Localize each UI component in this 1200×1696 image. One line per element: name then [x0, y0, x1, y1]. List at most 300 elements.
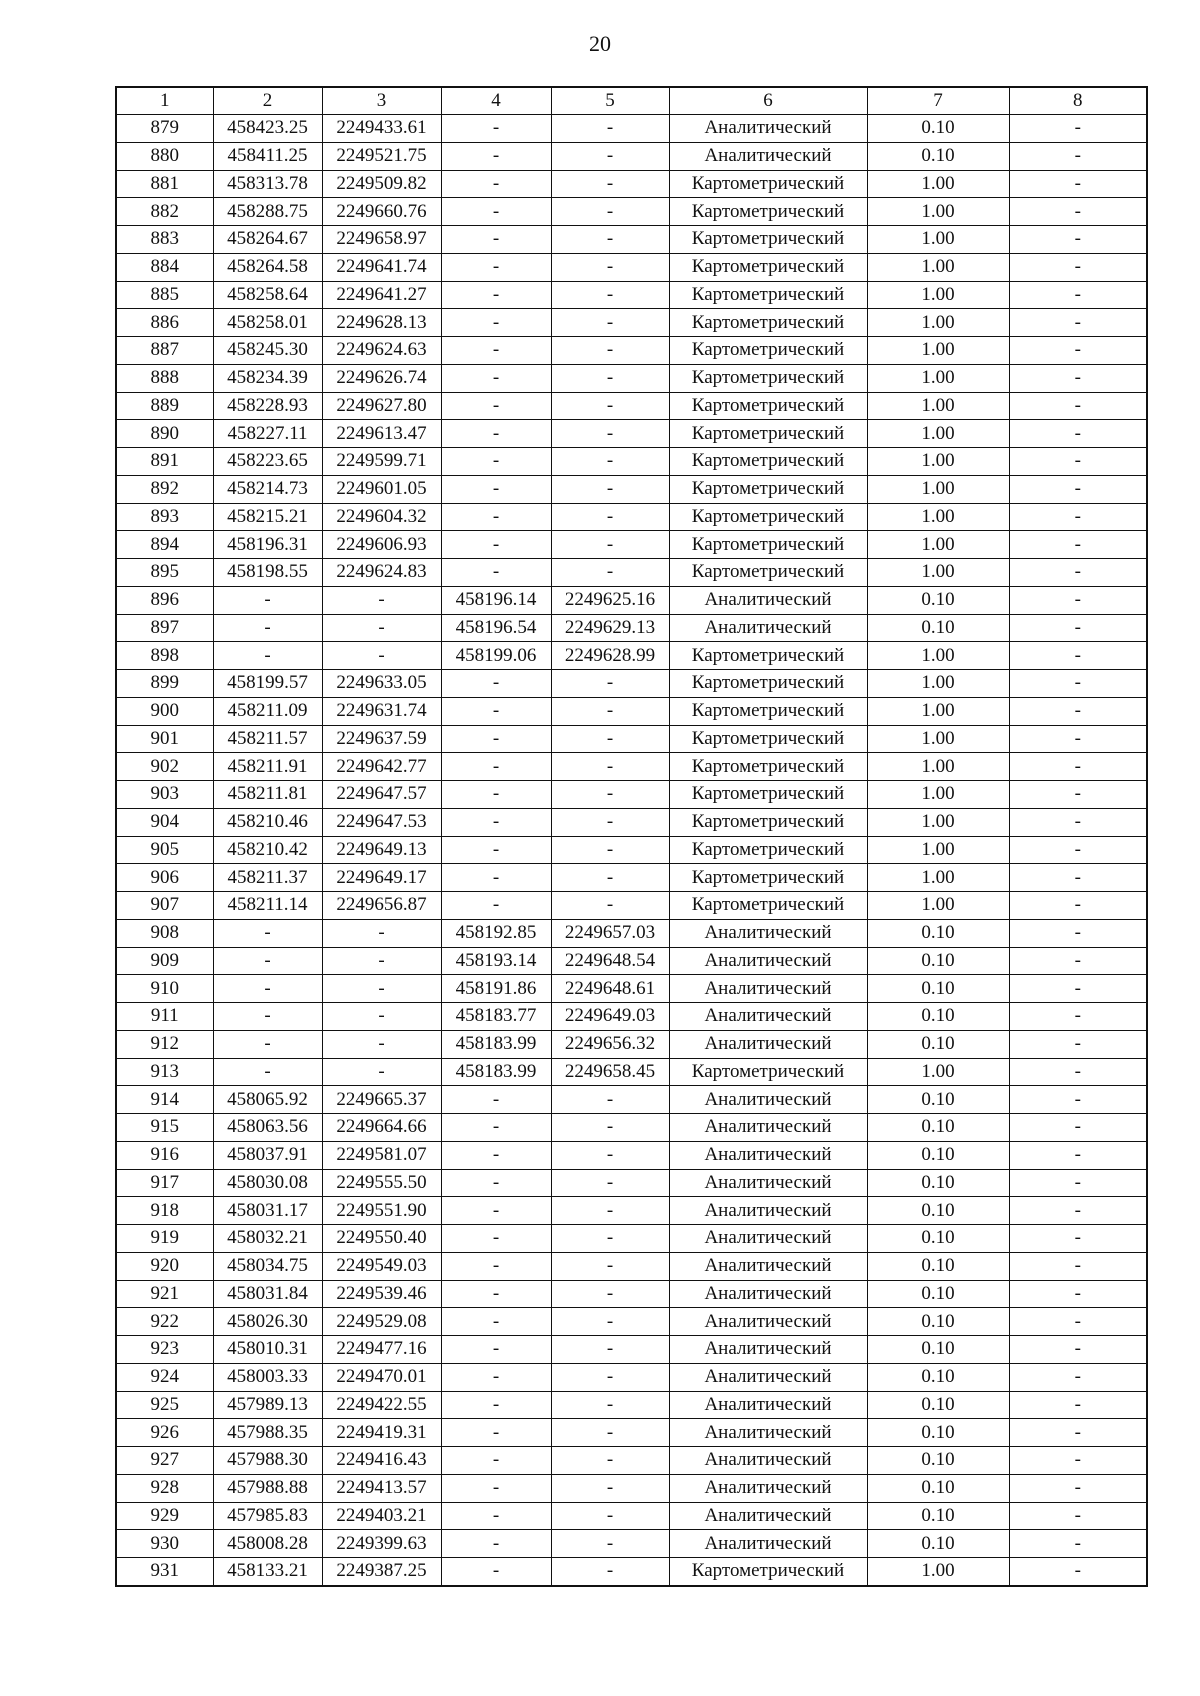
table-row	[116, 170, 1147, 198]
table-cell-col-5: -	[551, 364, 669, 392]
table-cell-col-6: Картометрический	[669, 475, 867, 503]
table-cell-col-4: -	[441, 1169, 551, 1197]
table-cell-col-2: 458223.65	[213, 448, 322, 476]
table-cell-col-7: 1.00	[867, 281, 1009, 309]
table-cell-col-2: 458211.09	[213, 697, 322, 725]
table-cell-col-3: 2249419.31	[322, 1419, 441, 1447]
table-cell-col-3: 2249664.66	[322, 1114, 441, 1142]
table-cell-col-8: -	[1009, 808, 1147, 836]
table-cell-col-6: Аналитический	[669, 1530, 867, 1558]
table-cell-col-5: -	[551, 1530, 669, 1558]
table-cell-col-7: 1.00	[867, 1058, 1009, 1086]
table-cell-col-5: -	[551, 1114, 669, 1142]
table-cell-col-7: 1.00	[867, 781, 1009, 809]
table-cell-col-3: -	[322, 1003, 441, 1031]
table-cell-col-4: -	[441, 253, 551, 281]
table-cell-col-4: -	[441, 697, 551, 725]
table-cell-col-2: -	[213, 1058, 322, 1086]
table-cell-col-3: 2249539.46	[322, 1280, 441, 1308]
table-cell-col-4: 458193.14	[441, 947, 551, 975]
table-cell-col-6: Аналитический	[669, 1336, 867, 1364]
table-cell-col-8: -	[1009, 1003, 1147, 1031]
table-cell-col-2: 458198.55	[213, 559, 322, 587]
table-cell-col-7: 0.10	[867, 1502, 1009, 1530]
table-cell-col-1: 889	[116, 392, 213, 420]
table-cell-col-1: 885	[116, 281, 213, 309]
table-cell-col-7: 0.10	[867, 1336, 1009, 1364]
table-cell-col-6: Аналитический	[669, 1474, 867, 1502]
table-cell-col-7: 0.10	[867, 1391, 1009, 1419]
column-header-6: 6	[669, 87, 867, 115]
table-cell-col-8: -	[1009, 1447, 1147, 1475]
table-cell-col-4: -	[441, 1447, 551, 1475]
table-cell-col-1: 930	[116, 1530, 213, 1558]
table-cell-col-5: -	[551, 1169, 669, 1197]
table-cell-col-8: -	[1009, 1280, 1147, 1308]
table-cell-col-3: 2249550.40	[322, 1225, 441, 1253]
table-cell-col-7: 0.10	[867, 1197, 1009, 1225]
table-cell-col-3: -	[322, 975, 441, 1003]
table-cell-col-7: 1.00	[867, 892, 1009, 920]
table-cell-col-6: Аналитический	[669, 1086, 867, 1114]
table-cell-col-5: -	[551, 392, 669, 420]
column-header-3: 3	[322, 87, 441, 115]
table-cell-col-2: 458411.25	[213, 142, 322, 170]
table-cell-col-2: 457985.83	[213, 1502, 322, 1530]
table-cell-col-4: -	[441, 1086, 551, 1114]
table-cell-col-4: 458183.99	[441, 1030, 551, 1058]
table-cell-col-8: -	[1009, 1086, 1147, 1114]
table-cell-col-5: -	[551, 753, 669, 781]
table-cell-col-5: -	[551, 142, 669, 170]
table-cell-col-3: 2249633.05	[322, 670, 441, 698]
table-cell-col-1: 911	[116, 1003, 213, 1031]
table-cell-col-8: -	[1009, 1530, 1147, 1558]
table-cell-col-7: 1.00	[867, 364, 1009, 392]
table-cell-col-7: 0.10	[867, 115, 1009, 143]
table-cell-col-2: -	[213, 642, 322, 670]
table-row	[116, 697, 1147, 725]
table-cell-col-7: 1.00	[867, 448, 1009, 476]
table-cell-col-7: 0.10	[867, 1169, 1009, 1197]
table-cell-col-8: -	[1009, 725, 1147, 753]
table-row	[116, 1474, 1147, 1502]
table-cell-col-8: -	[1009, 448, 1147, 476]
table-cell-col-8: -	[1009, 586, 1147, 614]
table-cell-col-3: -	[322, 586, 441, 614]
table-row	[116, 586, 1147, 614]
table-cell-col-1: 886	[116, 309, 213, 337]
table-cell-col-8: -	[1009, 142, 1147, 170]
page-number: 20	[589, 31, 611, 56]
table-cell-col-4: -	[441, 364, 551, 392]
table-cell-col-7: 0.10	[867, 1308, 1009, 1336]
table-cell-col-2: 458133.21	[213, 1558, 322, 1586]
table-cell-col-2: -	[213, 1003, 322, 1031]
table-cell-col-6: Картометрический	[669, 559, 867, 587]
table-cell-col-5: -	[551, 475, 669, 503]
table-cell-col-4: 458183.99	[441, 1058, 551, 1086]
table-cell-col-6: Картометрический	[669, 1558, 867, 1586]
table-cell-col-1: 903	[116, 781, 213, 809]
table-cell-col-4: -	[441, 1308, 551, 1336]
table-cell-col-3: -	[322, 642, 441, 670]
table-cell-col-5: -	[551, 531, 669, 559]
table-cell-col-6: Аналитический	[669, 1419, 867, 1447]
table-cell-col-1: 901	[116, 725, 213, 753]
table-cell-col-6: Картометрический	[669, 337, 867, 365]
table-cell-col-1: 905	[116, 836, 213, 864]
table-row	[116, 1363, 1147, 1391]
table-cell-col-5: -	[551, 1336, 669, 1364]
table-cell-col-5: -	[551, 170, 669, 198]
table-cell-col-2: 458423.25	[213, 115, 322, 143]
table-cell-col-1: 896	[116, 586, 213, 614]
table-row	[116, 281, 1147, 309]
table-cell-col-1: 913	[116, 1058, 213, 1086]
table-row	[116, 1197, 1147, 1225]
table-cell-col-7: 1.00	[867, 420, 1009, 448]
table-cell-col-6: Аналитический	[669, 1197, 867, 1225]
table-cell-col-8: -	[1009, 892, 1147, 920]
table-cell-col-2: 458010.31	[213, 1336, 322, 1364]
table-cell-col-1: 882	[116, 198, 213, 226]
table-cell-col-4: -	[441, 448, 551, 476]
table-cell-col-1: 894	[116, 531, 213, 559]
table-cell-col-4: -	[441, 337, 551, 365]
table-row	[116, 1252, 1147, 1280]
table-cell-col-3: 2249606.93	[322, 531, 441, 559]
table-row	[116, 1086, 1147, 1114]
table-cell-col-4: -	[441, 1252, 551, 1280]
table-row	[116, 1447, 1147, 1475]
column-header-1: 1	[116, 87, 213, 115]
table-cell-col-5: 2249656.32	[551, 1030, 669, 1058]
table-cell-col-2: 458008.28	[213, 1530, 322, 1558]
table-cell-col-3: 2249477.16	[322, 1336, 441, 1364]
table-cell-col-4: -	[441, 753, 551, 781]
table-cell-col-4: -	[441, 503, 551, 531]
table-cell-col-2: 458211.14	[213, 892, 322, 920]
table-cell-col-2: 457988.30	[213, 1447, 322, 1475]
table-cell-col-1: 919	[116, 1225, 213, 1253]
table-cell-col-1: 918	[116, 1197, 213, 1225]
table-cell-col-1: 922	[116, 1308, 213, 1336]
table-cell-col-6: Картометрический	[669, 781, 867, 809]
table-cell-col-1: 900	[116, 697, 213, 725]
table-cell-col-8: -	[1009, 475, 1147, 503]
table-cell-col-5: -	[551, 115, 669, 143]
table-cell-col-3: -	[322, 947, 441, 975]
table-cell-col-4: 458191.86	[441, 975, 551, 1003]
table-cell-col-4: -	[441, 1391, 551, 1419]
table-cell-col-7: 1.00	[867, 697, 1009, 725]
table-cell-col-8: -	[1009, 836, 1147, 864]
table-cell-col-1: 912	[116, 1030, 213, 1058]
column-header-5: 5	[551, 87, 669, 115]
table-row	[116, 836, 1147, 864]
table-row	[116, 753, 1147, 781]
table-row	[116, 725, 1147, 753]
table-cell-col-6: Аналитический	[669, 1030, 867, 1058]
table-cell-col-3: 2249601.05	[322, 475, 441, 503]
table-cell-col-1: 915	[116, 1114, 213, 1142]
table-row	[116, 1391, 1147, 1419]
table-cell-col-3: 2249470.01	[322, 1363, 441, 1391]
table-cell-col-5: -	[551, 1252, 669, 1280]
table-cell-col-5: -	[551, 836, 669, 864]
table-cell-col-6: Картометрический	[669, 309, 867, 337]
table-cell-col-5: -	[551, 1502, 669, 1530]
table-cell-col-7: 1.00	[867, 808, 1009, 836]
table-cell-col-2: -	[213, 975, 322, 1003]
table-cell-col-8: -	[1009, 753, 1147, 781]
table-cell-col-8: -	[1009, 697, 1147, 725]
table-cell-col-6: Аналитический	[669, 1280, 867, 1308]
table-cell-col-2: 458031.84	[213, 1280, 322, 1308]
table-cell-col-1: 890	[116, 420, 213, 448]
table-cell-col-2: 458288.75	[213, 198, 322, 226]
table-cell-col-4: -	[441, 1363, 551, 1391]
table-cell-col-7: 0.10	[867, 1447, 1009, 1475]
table-cell-col-5: -	[551, 781, 669, 809]
table-cell-col-5: 2249628.99	[551, 642, 669, 670]
table-cell-col-8: -	[1009, 1474, 1147, 1502]
table-cell-col-5: 2249625.16	[551, 586, 669, 614]
table-cell-col-3: 2249399.63	[322, 1530, 441, 1558]
table-row	[116, 142, 1147, 170]
table-cell-col-6: Аналитический	[669, 1169, 867, 1197]
table-cell-col-5: -	[551, 1447, 669, 1475]
table-cell-col-7: 1.00	[867, 392, 1009, 420]
table-cell-col-4: -	[441, 725, 551, 753]
table-row	[116, 642, 1147, 670]
table-cell-col-1: 927	[116, 1447, 213, 1475]
table-cell-col-2: 458037.91	[213, 1141, 322, 1169]
table-cell-col-2: 458032.21	[213, 1225, 322, 1253]
table-row	[116, 1419, 1147, 1447]
table-cell-col-7: 0.10	[867, 975, 1009, 1003]
table-cell-col-6: Аналитический	[669, 1003, 867, 1031]
table-cell-col-1: 924	[116, 1363, 213, 1391]
table-cell-col-2: 458210.42	[213, 836, 322, 864]
table-cell-col-3: 2249624.63	[322, 337, 441, 365]
table-cell-col-1: 895	[116, 559, 213, 587]
table-cell-col-4: 458183.77	[441, 1003, 551, 1031]
table-cell-col-8: -	[1009, 781, 1147, 809]
table-row	[116, 1280, 1147, 1308]
table-cell-col-6: Аналитический	[669, 1363, 867, 1391]
table-cell-col-8: -	[1009, 531, 1147, 559]
table-cell-col-2: 458034.75	[213, 1252, 322, 1280]
table-cell-col-5: -	[551, 253, 669, 281]
table-cell-col-8: -	[1009, 670, 1147, 698]
table-row	[116, 892, 1147, 920]
table-cell-col-1: 926	[116, 1419, 213, 1447]
table-cell-col-4: 458196.54	[441, 614, 551, 642]
table-cell-col-3: 2249658.97	[322, 226, 441, 254]
table-cell-col-6: Картометрический	[669, 892, 867, 920]
table-row	[116, 253, 1147, 281]
table-cell-col-7: 0.10	[867, 1530, 1009, 1558]
table-cell-col-1: 923	[116, 1336, 213, 1364]
coordinates-table	[115, 86, 1148, 1587]
table-row	[116, 1336, 1147, 1364]
table-cell-col-8: -	[1009, 1030, 1147, 1058]
table-cell-col-5: 2249648.61	[551, 975, 669, 1003]
table-cell-col-6: Аналитический	[669, 1141, 867, 1169]
table-cell-col-2: 458210.46	[213, 808, 322, 836]
table-cell-col-7: 0.10	[867, 142, 1009, 170]
table-cell-col-7: 0.10	[867, 1419, 1009, 1447]
table-cell-col-7: 0.10	[867, 1141, 1009, 1169]
table-row	[116, 670, 1147, 698]
table-cell-col-8: -	[1009, 115, 1147, 143]
table-cell-col-6: Картометрический	[669, 753, 867, 781]
table-cell-col-7: 0.10	[867, 1363, 1009, 1391]
table-cell-col-1: 902	[116, 753, 213, 781]
table-row	[116, 198, 1147, 226]
table-cell-col-4: -	[441, 226, 551, 254]
table-cell-col-1: 888	[116, 364, 213, 392]
table-cell-col-3: 2249647.53	[322, 808, 441, 836]
table-row	[116, 947, 1147, 975]
column-header-7: 7	[867, 87, 1009, 115]
table-cell-col-5: -	[551, 864, 669, 892]
table-cell-col-1: 892	[116, 475, 213, 503]
table-cell-col-7: 1.00	[867, 503, 1009, 531]
table-cell-col-6: Аналитический	[669, 975, 867, 1003]
table-cell-col-4: -	[441, 309, 551, 337]
table-cell-col-3: -	[322, 919, 441, 947]
table-cell-col-2: 458264.67	[213, 226, 322, 254]
table-cell-col-5: -	[551, 198, 669, 226]
table-cell-col-4: -	[441, 892, 551, 920]
table-cell-col-6: Аналитический	[669, 1502, 867, 1530]
table-row	[116, 1502, 1147, 1530]
table-cell-col-6: Картометрический	[669, 531, 867, 559]
table-cell-col-5: -	[551, 1308, 669, 1336]
table-cell-col-2: 458031.17	[213, 1197, 322, 1225]
table-cell-col-7: 1.00	[867, 198, 1009, 226]
table-cell-col-7: 1.00	[867, 1558, 1009, 1586]
table-cell-col-8: -	[1009, 253, 1147, 281]
table-cell-col-7: 0.10	[867, 1030, 1009, 1058]
table-cell-col-8: -	[1009, 1558, 1147, 1586]
table-cell-col-8: -	[1009, 337, 1147, 365]
table-cell-col-3: 2249637.59	[322, 725, 441, 753]
table-cell-col-1: 910	[116, 975, 213, 1003]
table-row	[116, 1003, 1147, 1031]
table-cell-col-8: -	[1009, 975, 1147, 1003]
table-cell-col-4: -	[441, 115, 551, 143]
table-row	[116, 115, 1147, 143]
table-cell-col-4: -	[441, 864, 551, 892]
table-cell-col-7: 1.00	[867, 475, 1009, 503]
table-cell-col-5: -	[551, 1141, 669, 1169]
table-row	[116, 337, 1147, 365]
table-cell-col-3: 2249626.74	[322, 364, 441, 392]
table-row	[116, 309, 1147, 337]
table-cell-col-4: 458196.14	[441, 586, 551, 614]
table-cell-col-6: Картометрический	[669, 392, 867, 420]
table-cell-col-1: 917	[116, 1169, 213, 1197]
table-cell-col-2: 458211.37	[213, 864, 322, 892]
table-cell-col-3: 2249656.87	[322, 892, 441, 920]
table-cell-col-1: 899	[116, 670, 213, 698]
table-cell-col-4: 458192.85	[441, 919, 551, 947]
table-cell-col-8: -	[1009, 503, 1147, 531]
table-cell-col-7: 0.10	[867, 586, 1009, 614]
table-row	[116, 614, 1147, 642]
table-cell-col-3: 2249628.13	[322, 309, 441, 337]
table-cell-col-2: -	[213, 614, 322, 642]
table-row	[116, 226, 1147, 254]
table-cell-col-1: 916	[116, 1141, 213, 1169]
table-cell-col-4: -	[441, 836, 551, 864]
table-cell-col-2: 457988.88	[213, 1474, 322, 1502]
column-header-8: 8	[1009, 87, 1147, 115]
table-cell-col-3: 2249631.74	[322, 697, 441, 725]
table-cell-col-8: -	[1009, 1502, 1147, 1530]
table-cell-col-8: -	[1009, 1419, 1147, 1447]
table-row	[116, 1169, 1147, 1197]
table-cell-col-4: -	[441, 1280, 551, 1308]
table-cell-col-5: -	[551, 1474, 669, 1502]
table-cell-col-8: -	[1009, 1114, 1147, 1142]
table-cell-col-2: 458245.30	[213, 337, 322, 365]
table-cell-col-8: -	[1009, 614, 1147, 642]
table-cell-col-2: 458065.92	[213, 1086, 322, 1114]
table-cell-col-1: 893	[116, 503, 213, 531]
table-cell-col-3: 2249642.77	[322, 753, 441, 781]
table-cell-col-3: 2249433.61	[322, 115, 441, 143]
table-cell-col-6: Картометрический	[669, 420, 867, 448]
table-cell-col-5: -	[551, 281, 669, 309]
table-cell-col-4: -	[441, 1419, 551, 1447]
table-cell-col-3: 2249665.37	[322, 1086, 441, 1114]
table-cell-col-4: -	[441, 420, 551, 448]
table-cell-col-3: 2249416.43	[322, 1447, 441, 1475]
table-cell-col-3: 2249387.25	[322, 1558, 441, 1586]
table-cell-col-1: 880	[116, 142, 213, 170]
table-row	[116, 1141, 1147, 1169]
table-cell-col-3: 2249599.71	[322, 448, 441, 476]
table-cell-col-1: 897	[116, 614, 213, 642]
table-cell-col-8: -	[1009, 1197, 1147, 1225]
table-cell-col-8: -	[1009, 198, 1147, 226]
table-header-row	[116, 87, 1147, 115]
table-cell-col-6: Картометрический	[669, 198, 867, 226]
table-cell-col-2: 458234.39	[213, 364, 322, 392]
table-cell-col-7: 1.00	[867, 309, 1009, 337]
table-cell-col-7: 0.10	[867, 919, 1009, 947]
table-cell-col-1: 883	[116, 226, 213, 254]
table-row	[116, 475, 1147, 503]
table-cell-col-2: 457989.13	[213, 1391, 322, 1419]
table-cell-col-7: 0.10	[867, 1280, 1009, 1308]
table-cell-col-7: 1.00	[867, 670, 1009, 698]
table-row	[116, 1225, 1147, 1253]
table-cell-col-2: 458211.91	[213, 753, 322, 781]
table-cell-col-3: 2249521.75	[322, 142, 441, 170]
table-cell-col-5: -	[551, 1197, 669, 1225]
table-cell-col-5: -	[551, 1363, 669, 1391]
table-cell-col-4: -	[441, 1114, 551, 1142]
table-cell-col-6: Картометрический	[669, 226, 867, 254]
table-cell-col-5: -	[551, 808, 669, 836]
table-cell-col-6: Аналитический	[669, 1447, 867, 1475]
